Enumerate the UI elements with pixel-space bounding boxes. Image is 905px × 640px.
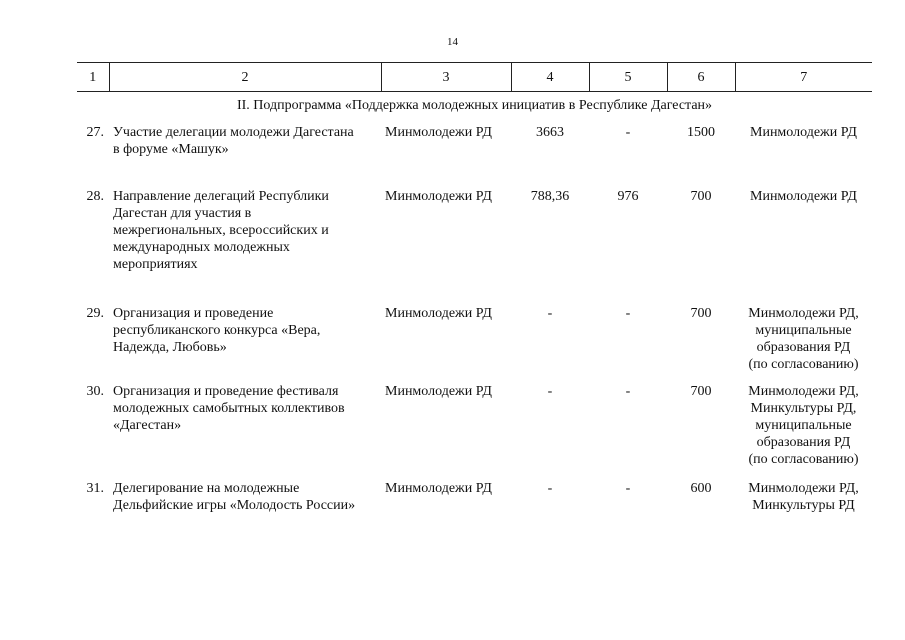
column-header: 5 [589, 63, 667, 92]
column-header: 6 [667, 63, 735, 92]
row-number: 29. [86, 306, 104, 321]
responsible-line: Минмолодежи РД [750, 125, 857, 140]
amount-column-5: - [625, 306, 631, 321]
executor-agency: Минмолодежи РД [385, 481, 492, 496]
responsible-line: (по согласованию) [748, 452, 859, 467]
responsible-line: Минкультуры РД, [750, 401, 857, 416]
responsible-parties [735, 474, 872, 534]
amount-column-5: 976 [617, 189, 639, 204]
amount-column-6: 700 [690, 306, 712, 321]
measure-name-line: Делегирование на молодежные [113, 481, 300, 496]
measure-name [109, 182, 381, 299]
row-number: 28. [86, 189, 104, 204]
measure-name-line: мероприятиях [113, 257, 198, 272]
table-row [77, 377, 872, 474]
subprogram-title: II. Подпрограмма «Поддержка молодежных инициатив в Республике Дагестан» [236, 97, 713, 113]
measure-name-line: Направление делегаций Республики [113, 189, 329, 204]
measure-name-line: республиканского конкурса «Вера, [113, 323, 321, 338]
column-number-header-row [77, 63, 872, 92]
measure-name-line: межрегиональных, всероссийских и [113, 223, 329, 238]
measure-name-line: международных молодежных [113, 240, 290, 255]
amount-column-4: 788,36 [530, 189, 570, 204]
measure-name-line: Надежда, Любовь» [113, 340, 227, 355]
amount-column-5: - [625, 384, 631, 399]
program-table [77, 62, 872, 534]
measure-name [109, 377, 381, 474]
amount-column-4: - [547, 384, 553, 399]
amount-column-5: - [625, 125, 631, 140]
responsible-line: Минкультуры РД [752, 498, 855, 513]
executor-agency: Минмолодежи РД [385, 125, 492, 140]
responsible-line: муниципальные [755, 323, 852, 338]
amount-column-6: 1500 [687, 125, 715, 140]
measure-name-line: в форуме «Машук» [113, 142, 229, 157]
amount-column-4: 3663 [536, 125, 564, 140]
responsible-line: образования РД [756, 435, 851, 450]
measure-name-line: Участие делегации молодежи Дагестана [113, 125, 354, 140]
amount-column-4: - [547, 306, 553, 321]
subprogram-title-row [77, 92, 872, 119]
row-number: 30. [86, 384, 104, 399]
column-header: 7 [735, 63, 872, 92]
column-header: 1 [77, 63, 109, 92]
measure-name [109, 299, 381, 377]
responsible-line: (по согласованию) [748, 357, 859, 372]
responsible-line: Минмолодежи РД, [748, 384, 859, 399]
responsible-parties [735, 299, 872, 377]
amount-column-6: 700 [690, 384, 712, 399]
responsible-line: образования РД [756, 340, 851, 355]
responsible-line: Минмолодежи РД, [748, 481, 859, 496]
amount-column-5: - [625, 481, 631, 496]
page-number: 14 [447, 36, 458, 48]
executor-agency: Минмолодежи РД [385, 189, 492, 204]
row-number: 31. [86, 481, 104, 496]
measure-name-line: Дельфийские игры «Молодость России» [113, 498, 356, 513]
amount-column-4: - [547, 481, 553, 496]
responsible-line: Минмолодежи РД, [748, 306, 859, 321]
table-row [77, 182, 872, 299]
executor-agency: Минмолодежи РД [385, 306, 492, 321]
responsible-line: Минмолодежи РД [750, 189, 857, 204]
column-header: 2 [109, 63, 381, 92]
table-row [77, 118, 872, 182]
measure-name [109, 118, 381, 182]
responsible-parties [735, 118, 872, 182]
table-row [77, 474, 872, 534]
measure-name-line: Организация и проведение фестиваля [113, 384, 339, 399]
measure-name [109, 474, 381, 534]
measure-name-line: «Дагестан» [113, 418, 182, 433]
table-row [77, 299, 872, 377]
measure-name-line: молодежных самобытных коллективов [113, 401, 345, 416]
measure-name-line: Дагестан для участия в [113, 206, 252, 221]
column-header: 3 [381, 63, 511, 92]
measure-name-line: Организация и проведение [113, 306, 274, 321]
responsible-line: муниципальные [755, 418, 852, 433]
row-number: 27. [86, 125, 104, 140]
responsible-parties [735, 377, 872, 474]
responsible-parties [735, 182, 872, 299]
amount-column-6: 700 [690, 189, 712, 204]
executor-agency: Минмолодежи РД [385, 384, 492, 399]
column-header: 4 [511, 63, 589, 92]
amount-column-6: 600 [690, 481, 712, 496]
